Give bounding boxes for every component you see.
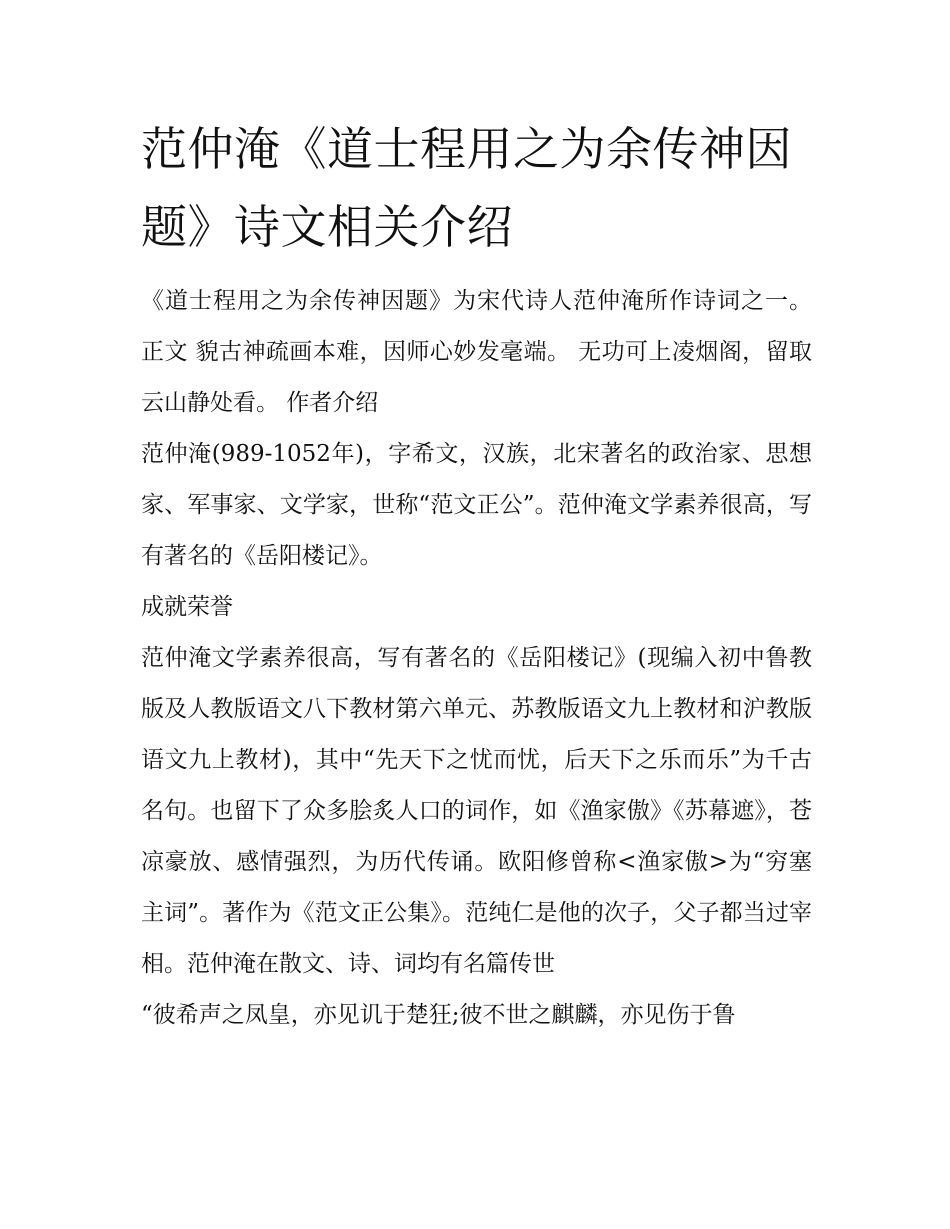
paragraph-achievements: 范仲淹文学素养很高，写有著名的《岳阳楼记》(现编入初中鲁教版及人教版语文八下教材第六单元、苏教版语文九上教材和沪教版语文九上教材)，其中“先天下之忧而忧，后天下之乐而乐”为千古名句。也留下了众多脍炙人口的词作，如《渔家傲》《苏幕遮》，苍凉豪放、感情强烈，为历代传诵。欧阳修曾称<渔家傲>为“穷塞主词”。著作为《范文正公集》。范纯仁是他的次子，父子都当过宰相。范仲淹在散文、诗、词均有名篇传世 xyxy=(141,645,812,977)
section-heading-achievements: 成就荣誉 xyxy=(141,594,233,620)
paragraph-intro: 《道士程用之为余传神因题》为宋代诗人范仲淹所作诗词之一。 正文 貌古神疏画本难，因师心妙发毫端。 无功可上凌烟阁，留取云山静处看。 作者介绍 xyxy=(141,288,812,416)
document-title: 范仲淹《道士程用之为余传神因题》诗文相关介绍 xyxy=(141,122,792,254)
paragraph-quote: “彼希声之凤皇，亦见讥于楚狂;彼不世之麒麟，亦见伤于鲁 xyxy=(141,1002,736,1028)
paragraph-author: 范仲淹(989-1052年)，字希文，汉族，北宋著名的政治家、思想家、军事家、文学家，世称“范文正公”。范仲淹文学素养很高，写有著名的《岳阳楼记》。 xyxy=(141,441,812,569)
